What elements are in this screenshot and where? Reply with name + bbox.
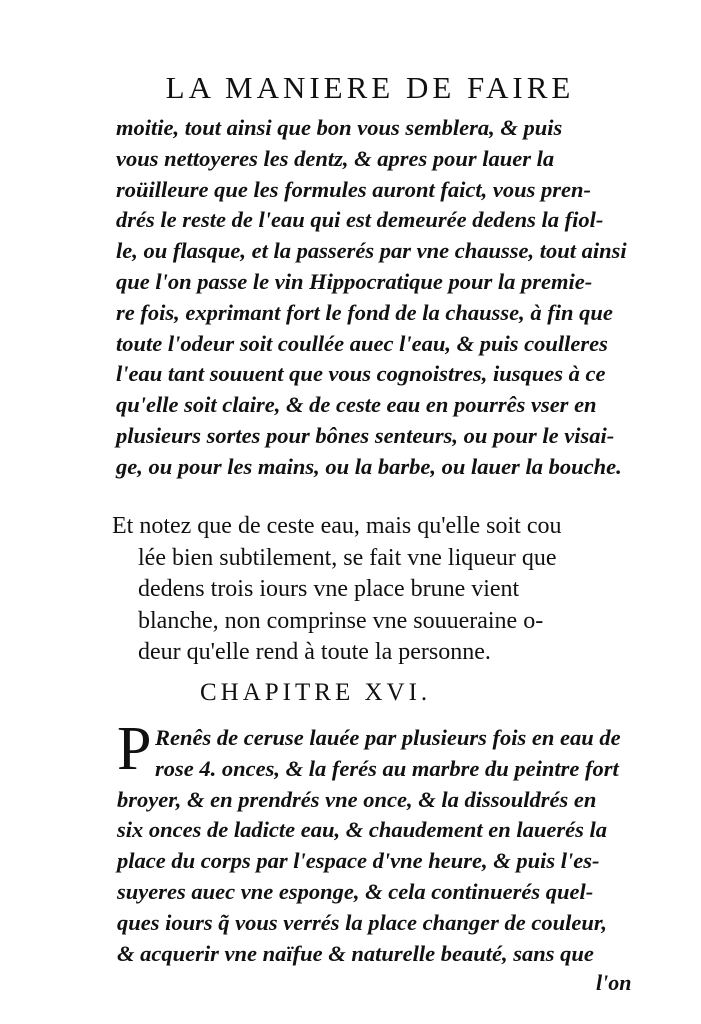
text-line: qu'elle soit claire, & de ceste eau en pourrês vser en [116, 392, 597, 418]
text-line: lée bien subtilement, se fait vne liqueur que [138, 544, 557, 571]
chapter-heading: CHAPITRE XVI. [200, 679, 432, 706]
text-line: drés le reste de l'eau qui est demeurée dedens la fiol- [116, 207, 604, 233]
running-head: LA MANIERE DE FAIRE [165, 70, 575, 105]
text-line: suyeres auec vne esponge, & cela continuerés quel- [117, 878, 594, 904]
text-line: rose 4. onces, & la ferés au marbre du peintre fort [155, 755, 619, 781]
text-line: vous nettoyeres les dentz, & apres pour lauer la [116, 145, 555, 171]
paragraph-1 [116, 113, 636, 483]
drop-cap: P [117, 715, 152, 783]
paragraph-2 [112, 511, 632, 669]
paragraph-3 [117, 723, 637, 969]
text-line: plusieurs sortes pour bônes senteurs, ou pour le visai- [116, 422, 615, 448]
text-line: & acquerir vne naïfue & naturelle beauté, sans que [117, 940, 594, 966]
text-line: deur qu'elle rend à toute la personne. [138, 639, 491, 665]
text-line: broyer, & en prendrés vne once, & la dissouldrés en [117, 786, 597, 812]
text-line: le, ou flasque, et la passerés par vne chausse, tout ainsi [116, 238, 627, 264]
text-line: ques iours q̃ vous verrés la place changer de couleur, [117, 909, 608, 935]
text-line: moitie, tout ainsi que bon vous semblera, & puis [116, 115, 563, 140]
text-line: Et notez que de ceste eau, mais qu'elle soit cou [112, 513, 562, 539]
text-line: re fois, exprimant fort le fond de la chausse, à fin que [116, 299, 613, 325]
text-line: dedens trois iours vne place brune vient [138, 576, 520, 602]
text-line: roüilleure que les formules auront faict, vous pren- [116, 176, 592, 202]
text-line: ge, ou pour les mains, ou la barbe, ou lauer la bouche. [116, 453, 622, 479]
text-line: que l'on passe le vin Hippocratique pour la premie- [116, 268, 593, 294]
text-line: six onces de ladicte eau, & chaudement en lauerés la [117, 817, 607, 843]
text-line: Renês de ceruse lauée par plusieurs fois en eau de [155, 725, 621, 750]
text-line: toute l'odeur soit coullée auec l'eau, & puis coulleres [116, 330, 608, 356]
text-line: l'eau tant souuent que vous cognoistres, iusques à ce [116, 361, 606, 387]
text-line: blanche, non comprinse vne souueraine o- [138, 607, 544, 634]
catchword: l'on [596, 970, 632, 995]
text-line: place du corps par l'espace d'vne heure, & puis l'es- [117, 848, 600, 874]
